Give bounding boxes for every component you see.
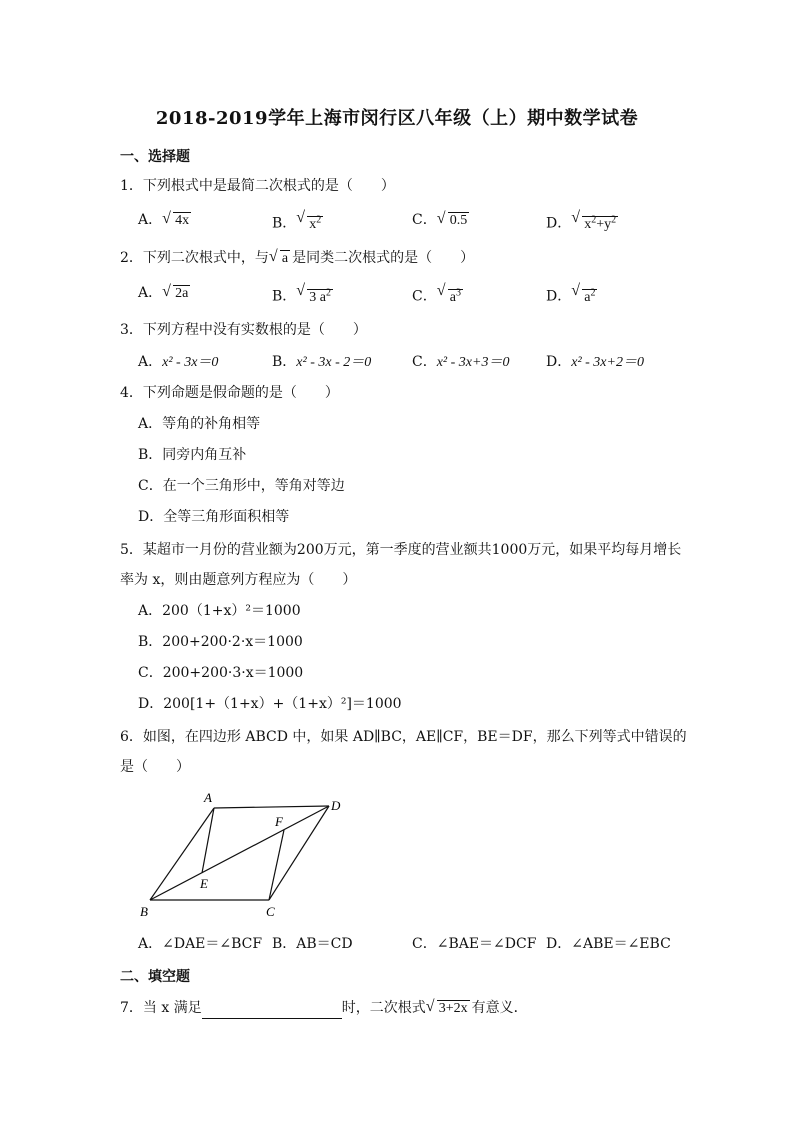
q3-option-c: C．x² - 3x+3＝0 (412, 354, 510, 370)
q2-option-b: B． √ 3 $a^2$ (272, 282, 332, 305)
q5-option-a: A．200（1+x）²＝1000 (138, 603, 301, 619)
q6-option-c: C．∠BAE＝∠DCF (412, 936, 537, 952)
label-e: E (200, 876, 208, 891)
question-5-stem-line-1: 5．某超市一月份的营业额为200万元，第一季度的营业额共1000万元，如果平均每月增长 (120, 542, 682, 558)
segment-ae (202, 808, 214, 873)
q1-option-c: C． √ 0.5 (412, 210, 468, 228)
q6-option-b: B．AB＝CD (272, 936, 353, 952)
q2-option-d: D． √ $a^2$ (546, 282, 596, 305)
label-a: A (204, 790, 212, 805)
answer-blank[interactable] (202, 1004, 342, 1019)
exam-title: 2018-2019学年上海市闵行区八年级（上）期中数学试卷 (155, 108, 639, 129)
question-6-stem-line-1: 6．如图，在四边形 ABCD 中，如果 AD∥BC，AE∥CF，BE＝DF，那么下列等式中错误的 (120, 729, 687, 745)
q1-option-b: B． √ $x^2$ (272, 209, 322, 232)
q1-option-a: A． √ 4x (138, 210, 190, 228)
q2-option-a: A． √ 2a (138, 283, 189, 301)
label-c: C (266, 904, 275, 919)
q2-option-c: C． √ $a^3$ (412, 282, 461, 305)
question-7-stem: 7．当 x 满足 时，二次根式 √ 3+2x 有意义． (120, 998, 528, 1019)
q6-option-d: D．∠ABE＝∠EBC (546, 936, 671, 952)
q3-option-a: A．x² - 3x＝0 (138, 354, 219, 370)
question-5-stem-line-2: 率为 x，则由题意列方程应为（ ） (120, 572, 357, 588)
question-4-stem: 4．下列命题是假命题的是（ ） (120, 385, 339, 401)
question-3-stem: 3．下列方程中没有实数根的是（ ） (120, 322, 367, 338)
question-6-stem-line-2: 是（ ） (120, 759, 190, 775)
quadrilateral-figure (130, 788, 360, 928)
segment-cf (269, 830, 284, 900)
section-fill-heading: 二、填空题 (120, 969, 190, 985)
q3-option-d: D．x² - 3x+2＝0 (546, 354, 644, 370)
q4-option-d: D．全等三角形面积相等 (138, 509, 290, 525)
q5-option-c: C．200+200·3·x＝1000 (138, 665, 304, 681)
label-b: B (140, 904, 148, 919)
segment-ad (214, 806, 329, 808)
q6-option-a: A．∠DAE＝∠BCF (138, 936, 263, 952)
q4-option-b: B．同旁内角互补 (138, 447, 247, 463)
q5-option-d: D．200[1+（1+x）+（1+x）²]＝1000 (138, 696, 402, 712)
question-2-stem: 2．下列二次根式中，与 √ a 是同类二次根式的是（ ） (120, 248, 475, 266)
section-choice-heading: 一、选择题 (120, 149, 190, 165)
segment-bd (150, 806, 329, 900)
question-1-stem: 1．下列根式中是最简二次根式的是（ ） (120, 178, 395, 194)
q5-option-b: B．200+200·2·x＝1000 (138, 634, 303, 650)
q3-option-b: B．x² - 3x - 2＝0 (272, 354, 372, 370)
q4-option-a: A．等角的补角相等 (138, 416, 261, 432)
label-d: D (331, 798, 341, 813)
q1-option-d: D． √ $x^2+y^2$ (546, 209, 617, 232)
q4-option-c: C．在一个三角形中，等角对等边 (138, 478, 345, 494)
label-f: F (275, 814, 283, 829)
